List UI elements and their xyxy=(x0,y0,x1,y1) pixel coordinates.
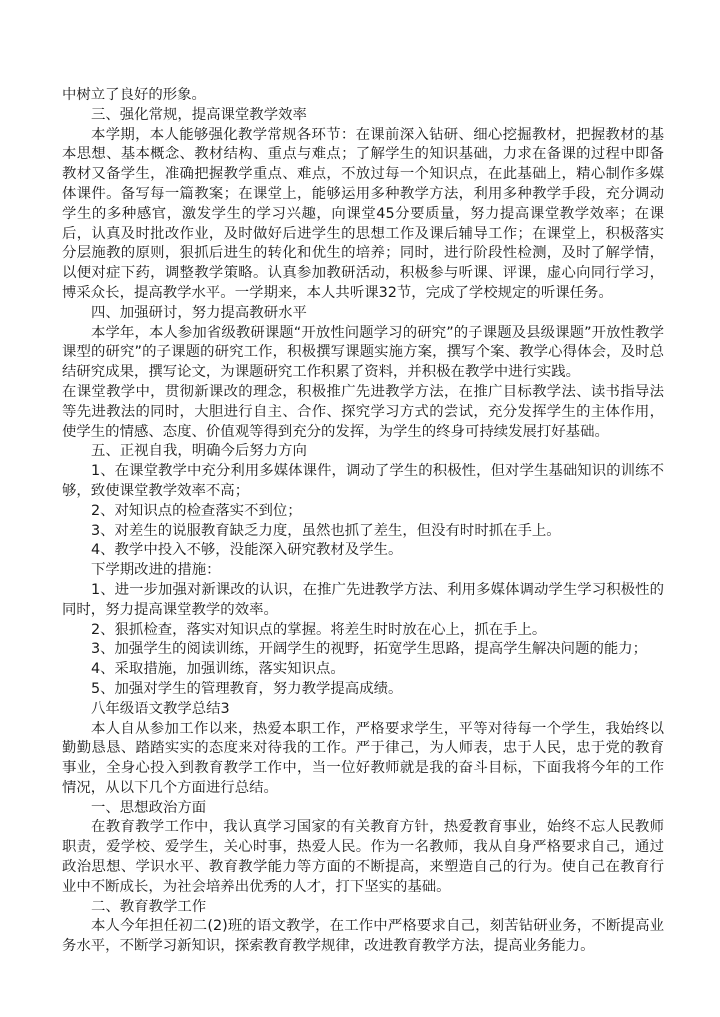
section-heading: 四、加强研讨，努力提高教研水平 xyxy=(91,304,307,321)
section-heading: 三、强化常规，提高课堂教学效率 xyxy=(91,106,307,123)
section-heading: 一、思想政治方面 xyxy=(91,799,207,816)
document-body xyxy=(62,86,664,957)
subheading: 下学期改进的措施： xyxy=(91,562,221,579)
list-item: 2、狠抓检查，落实对知识点的掌握。将差生时时放在心上，抓在手上。 xyxy=(91,621,547,638)
paragraph: 本人自从参加工作以来，热爱本职工作，严格要求学生，平等对待每一个学生，我始终以勤勤恳恳、踏踏实实的态度来对待我的工作。严于律己，为人师表，忠于人民，忠于党的教育事业，全身心投入到教育教学工作中，当一位好教师就是我的奋斗目标，下面我将今年的工作情况，从以下几个方面进行总结。 xyxy=(62,720,664,796)
paragraph: 在课堂教学中，贯彻新课改的理念，积极推广先进教学方法，在推广目标教学法、读书指导法等先进教法的同时，大胆进行自主、合作、探究学习方式的尝试，充分发挥学生的主体作用，使学生的情感、态度、价值观等得到充分的发挥，为学生的终身可持续发展打好基础。 xyxy=(62,383,664,440)
paragraph: 中树立了良好的形象。 xyxy=(62,87,206,103)
paragraph: 本人今年担任初二(2)班的语文教学，在工作中严格要求自己，刻苦钻研业务，不断提高业务水平，不断学习新知识，探索教育教学规律，改进教育教学方法，提高业务能力。 xyxy=(62,918,664,955)
list-item: 1、进一步加强对新课改的认识，在推广先进教学方法、利用多媒体调动学生学习积极性的同时，努力提高课堂教学的效率。 xyxy=(62,581,664,618)
section-heading: 二、教育教学工作 xyxy=(91,898,207,915)
document-title: 八年级语文教学总结3 xyxy=(91,700,230,717)
list-item: 4、采取措施，加强训练，落实知识点。 xyxy=(91,661,345,678)
paragraph: 在教育教学工作中，我认真学习国家的有关教育方针，热爱教育事业，始终不忘人民教师职责，爱学校、爱学生，关心时事，热爱人民。作为一名教师，我从自身严格要求自己，通过政治思想、学识水平、教育教学能力等方面的不断提高，来塑造自己的行为。使自己在教育行业中不断成长，为社会培养出优秀的人才，打下坚实的基础。 xyxy=(62,819,664,895)
list-item: 1、在课堂教学中充分利用多媒体课件，调动了学生的积极性，但对学生基础知识的训练不够，致使课堂教学效率不高； xyxy=(62,463,664,499)
paragraph: 本学年，本人参加省级教研课题“开放性问题学习的研究”的子课题及县级课题”开放性教学课型的研究”的子课题的研究工作，积极撰写课题实施方案，撰写个案、教学心得体会，及时总结研究成果，撰写论文，为课题研究工作积累了资料，并积极在教学中进行实践。 xyxy=(62,324,664,381)
list-item: 2、对知识点的检查落实不到位； xyxy=(91,502,302,519)
list-item: 3、加强学生的阅读训练，开阔学生的视野，拓宽学生思路，提高学生解决问题的能力； xyxy=(91,641,648,658)
paragraph: 本学期，本人能够强化教学常规各环节：在课前深入钻研、细心挖掘教材，把握教材的基本思想、基本概念、教材结构、重点与难点；了解学生的知识基础，力求在备课的过程中即备教材又备学生，准确把握教学重点、难点，不放过每一个知识点，在此基础上，精心制作多媒体课件。备写每一篇教案；在课堂上，能够运用多种教学方法，利用多种教学手段，充分调动学生的多种感官，激发学生的学习兴趣，向课堂45分要质量，努力提高课堂教学效率；在课后，认真及时批改作业，及时做好后进学生的思想工作及课后辅导工作；在课堂上，积极落实分层施教的原则，狠抓后进生的转化和优生的培养；同时，进行阶段性检测，及时了解学情，以便对症下药，调整教学策略。认真参加教研活动，积极参与听课、评课，虚心向同行学习，博采众长，提高教学水平。一学期来，本人共听课32节，完成了学校规定的听课任务。 xyxy=(62,126,664,301)
list-item: 3、对差生的说服教育缺乏力度，虽然也抓了差生，但没有时时抓在手上。 xyxy=(91,522,561,539)
list-item: 5、加强对学生的管理教育，努力教学提高成绩。 xyxy=(91,680,403,697)
section-heading: 五、正视自我，明确今后努力方向 xyxy=(91,443,307,460)
list-item: 4、教学中投入不够，没能深入研究教材及学生。 xyxy=(91,542,403,559)
